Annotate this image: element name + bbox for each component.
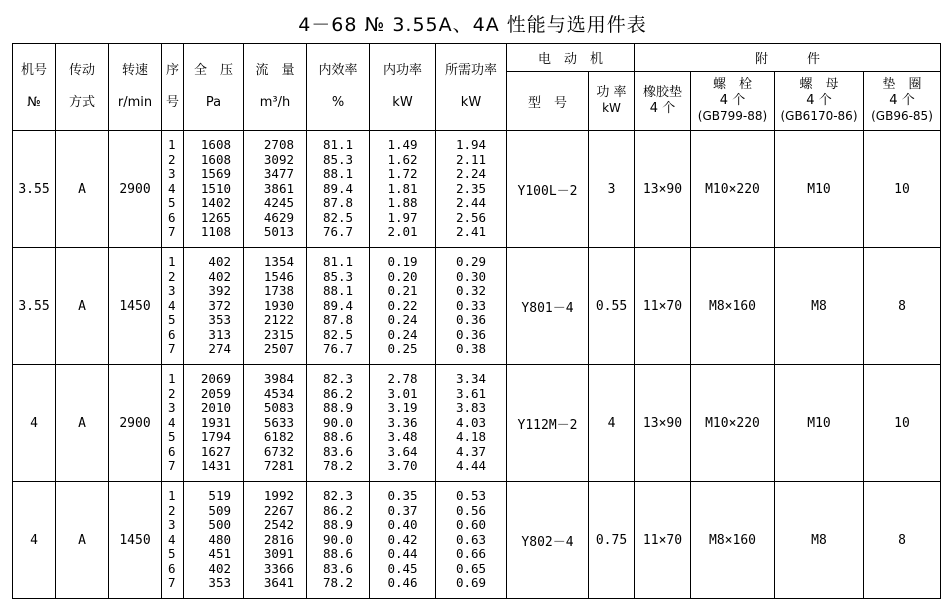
cell-liuliang-value: 1738 <box>263 283 294 299</box>
cell-suoxu-value: 0.69 <box>455 575 487 591</box>
cell-chuandong: A <box>56 365 109 482</box>
cell-liuliang-value: 3366 <box>263 560 294 576</box>
cell-neigonglv <box>370 365 436 482</box>
cell-xu-value: 6 <box>168 443 176 459</box>
cell-quanya <box>184 482 244 599</box>
header-motor-group: 电 动 机 <box>507 44 635 72</box>
header-xu: 序 号 <box>162 44 184 131</box>
header-jihao: 机号 № <box>13 44 56 131</box>
cell-xu-value: 5 <box>168 195 176 211</box>
cell-jihao: 3.55 <box>13 131 56 248</box>
cell-washer: 10 <box>864 365 941 482</box>
cell-suoxu-value: 4.37 <box>455 443 487 459</box>
cell-suoxu-value: 0.66 <box>455 546 487 562</box>
cell-quanya-value: 1608 <box>200 151 231 167</box>
cell-neigonglv-value: 0.25 <box>387 341 418 357</box>
cell-suoxu-value: 0.36 <box>455 326 487 342</box>
cell-quanya-value: 1627 <box>200 443 231 459</box>
cell-quanya-value: 519 <box>208 487 231 503</box>
cell-neixiaolv <box>307 482 370 599</box>
cell-suoxu-value: 2.24 <box>455 166 487 182</box>
cell-neixiaolv-value: 87.8 <box>322 195 354 211</box>
cell-neigonglv-value: 1.72 <box>387 166 418 182</box>
cell-xu-value: 1 <box>168 370 176 386</box>
cell-neigonglv-value: 3.36 <box>387 414 418 430</box>
cell-xu-value: 3 <box>168 400 176 416</box>
cell-liuliang <box>244 131 307 248</box>
cell-xu-value: 5 <box>168 429 176 445</box>
cell-xu-value: 4 <box>168 531 176 547</box>
cell-suoxu-value: 0.29 <box>455 253 487 269</box>
cell-quanya-value: 372 <box>208 297 231 313</box>
cell-zhuansu: 2900 <box>109 365 162 482</box>
cell-neigonglv-value: 3.48 <box>387 429 418 445</box>
cell-neigonglv-value: 1.62 <box>387 151 418 167</box>
cell-quanya-value: 1108 <box>200 224 231 240</box>
cell-neixiaolv-value: 88.9 <box>322 517 354 533</box>
cell-suoxu-value: 2.41 <box>455 224 487 240</box>
cell-neixiaolv-value: 78.2 <box>322 575 354 591</box>
cell-xu-value: 2 <box>168 385 176 401</box>
cell-chuandong: A <box>56 131 109 248</box>
cell-nut: M8 <box>775 482 864 599</box>
cell-liuliang-value: 2542 <box>263 517 294 533</box>
cell-neixiaolv-value: 90.0 <box>322 531 354 547</box>
cell-suoxu-value: 2.44 <box>455 195 487 211</box>
cell-liuliang-value: 4245 <box>263 195 294 211</box>
cell-quanya <box>184 248 244 365</box>
cell-quanya-value: 402 <box>208 560 231 576</box>
cell-motor-power: 4 <box>589 365 635 482</box>
cell-xu <box>162 248 184 365</box>
cell-suoxu-value: 0.65 <box>455 560 487 576</box>
cell-neixiaolv-value: 82.3 <box>322 487 354 503</box>
cell-liuliang-value: 2122 <box>263 312 294 328</box>
cell-liuliang-value: 6732 <box>263 443 294 459</box>
cell-neigonglv-value: 1.49 <box>387 136 418 152</box>
performance-table <box>12 43 941 599</box>
cell-xu-value: 6 <box>168 209 176 225</box>
header-motor-model: 型 号 <box>507 72 589 131</box>
cell-neixiaolv-value: 87.8 <box>322 312 354 328</box>
cell-xu-value: 2 <box>168 268 176 284</box>
cell-washer: 10 <box>864 131 941 248</box>
cell-nut: M10 <box>775 365 864 482</box>
cell-suoxu-value: 1.94 <box>455 136 487 152</box>
cell-neixiaolv-value: 76.7 <box>322 224 354 240</box>
cell-suoxu-value: 0.36 <box>455 312 487 328</box>
header-quanya: 全 压 Pa <box>184 44 244 131</box>
cell-suoxu-value: 3.83 <box>455 400 487 416</box>
cell-quanya-value: 2010 <box>200 400 231 416</box>
cell-quanya-value: 1431 <box>200 458 231 474</box>
cell-quanya <box>184 131 244 248</box>
cell-suoxu-value: 0.56 <box>455 502 487 518</box>
cell-liuliang <box>244 248 307 365</box>
cell-liuliang-value: 2267 <box>263 502 294 518</box>
cell-jihao: 3.55 <box>13 248 56 365</box>
cell-liuliang-value: 2507 <box>263 341 294 357</box>
table-body <box>13 131 941 599</box>
cell-liuliang-value: 4629 <box>263 209 294 225</box>
cell-xu-value: 3 <box>168 517 176 533</box>
cell-liuliang-value: 1992 <box>263 487 294 503</box>
cell-neixiaolv-value: 89.4 <box>322 180 354 196</box>
cell-xu <box>162 365 184 482</box>
cell-neixiaolv-value: 85.3 <box>322 151 354 167</box>
cell-washer: 8 <box>864 482 941 599</box>
header-chuandong: 传动 方式 <box>56 44 109 131</box>
cell-liuliang-value: 6182 <box>263 429 294 445</box>
cell-washer: 8 <box>864 248 941 365</box>
cell-rubber: 13×90 <box>635 365 691 482</box>
cell-neixiaolv-value: 81.1 <box>322 253 354 269</box>
cell-xu-value: 5 <box>168 546 176 562</box>
cell-neigonglv-value: 2.78 <box>387 370 418 386</box>
header-nut: 螺 母 4 个 (GB6170-86) <box>775 72 864 131</box>
cell-liuliang-value: 1354 <box>263 253 294 269</box>
cell-neixiaolv-value: 82.3 <box>322 370 354 386</box>
cell-neixiaolv-value: 83.6 <box>322 560 354 576</box>
cell-neigonglv-value: 0.22 <box>387 297 418 313</box>
cell-motor-model: Y100L－2 <box>507 131 589 248</box>
cell-neigonglv-value: 3.64 <box>387 443 418 459</box>
cell-neixiaolv-value: 86.2 <box>322 385 354 401</box>
cell-zhuansu: 2900 <box>109 131 162 248</box>
cell-neixiaolv-value: 83.6 <box>322 443 354 459</box>
cell-liuliang-value: 5013 <box>263 224 294 240</box>
cell-bolt: M10×220 <box>691 131 775 248</box>
cell-quanya-value: 2069 <box>200 370 231 386</box>
cell-suoxu <box>436 248 507 365</box>
table-row <box>13 131 941 248</box>
cell-liuliang-value: 3861 <box>263 180 294 196</box>
cell-neixiaolv-value: 81.1 <box>322 136 354 152</box>
cell-rubber: 11×70 <box>635 482 691 599</box>
cell-quanya-value: 274 <box>208 341 231 357</box>
cell-suoxu-value: 0.63 <box>455 531 487 547</box>
cell-suoxu <box>436 482 507 599</box>
header-neixiaolv: 内效率 % <box>307 44 370 131</box>
header-neigonglv: 内功率 kW <box>370 44 436 131</box>
cell-xu-value: 3 <box>168 283 176 299</box>
cell-neixiaolv <box>307 365 370 482</box>
cell-neigonglv-value: 1.81 <box>387 180 418 196</box>
table-row <box>13 365 941 482</box>
cell-chuandong: A <box>56 248 109 365</box>
cell-neigonglv-value: 0.40 <box>387 517 418 533</box>
cell-chuandong: A <box>56 482 109 599</box>
cell-quanya-value: 1265 <box>200 209 231 225</box>
cell-xu-value: 1 <box>168 487 176 503</box>
cell-suoxu <box>436 365 507 482</box>
cell-quanya-value: 2059 <box>200 385 231 401</box>
cell-suoxu-value: 4.03 <box>455 414 487 430</box>
cell-xu-value: 4 <box>168 414 176 430</box>
cell-suoxu-value: 0.30 <box>455 268 487 284</box>
cell-neigonglv <box>370 482 436 599</box>
cell-quanya-value: 1569 <box>200 166 231 182</box>
cell-bolt: M8×160 <box>691 248 775 365</box>
cell-liuliang-value: 7281 <box>263 458 294 474</box>
cell-neigonglv <box>370 248 436 365</box>
cell-neigonglv <box>370 131 436 248</box>
cell-neixiaolv-value: 88.9 <box>322 400 354 416</box>
cell-suoxu-value: 4.18 <box>455 429 487 445</box>
cell-neigonglv-value: 0.44 <box>387 546 418 562</box>
header-liuliang: 流 量 m³/h <box>244 44 307 131</box>
cell-xu-value: 3 <box>168 166 176 182</box>
cell-neixiaolv-value: 88.1 <box>322 283 354 299</box>
cell-xu-value: 6 <box>168 560 176 576</box>
header-motor-power: 功 率 kW <box>589 72 635 131</box>
table-row <box>13 248 941 365</box>
cell-nut: M8 <box>775 248 864 365</box>
cell-suoxu-value: 0.38 <box>455 341 487 357</box>
cell-quanya <box>184 365 244 482</box>
cell-xu <box>162 482 184 599</box>
cell-liuliang-value: 4534 <box>263 385 294 401</box>
header-zhuansu: 转速 r/min <box>109 44 162 131</box>
cell-neixiaolv <box>307 248 370 365</box>
cell-quanya-value: 1931 <box>200 414 231 430</box>
cell-quanya-value: 509 <box>208 502 231 518</box>
cell-neigonglv-value: 0.35 <box>387 487 418 503</box>
cell-neixiaolv-value: 82.5 <box>322 209 354 225</box>
cell-neigonglv-value: 1.88 <box>387 195 418 211</box>
cell-suoxu <box>436 131 507 248</box>
cell-xu-value: 7 <box>168 341 176 357</box>
cell-bolt: M10×220 <box>691 365 775 482</box>
cell-suoxu-value: 0.60 <box>455 517 487 533</box>
cell-quanya-value: 1510 <box>200 180 231 196</box>
cell-quanya-value: 402 <box>208 253 231 269</box>
cell-neixiaolv-value: 82.5 <box>322 326 354 342</box>
cell-xu-value: 2 <box>168 151 176 167</box>
cell-neixiaolv <box>307 131 370 248</box>
cell-liuliang-value: 3477 <box>263 166 294 182</box>
cell-jihao: 4 <box>13 365 56 482</box>
cell-xu-value: 7 <box>168 458 176 474</box>
cell-liuliang-value: 3984 <box>263 370 294 386</box>
cell-liuliang <box>244 482 307 599</box>
cell-xu-value: 4 <box>168 180 176 196</box>
cell-neixiaolv-value: 86.2 <box>322 502 354 518</box>
cell-quanya-value: 1402 <box>200 195 231 211</box>
cell-liuliang-value: 1546 <box>263 268 294 284</box>
cell-neigonglv-value: 0.20 <box>387 268 418 284</box>
cell-quanya-value: 313 <box>208 326 231 342</box>
cell-liuliang-value: 5633 <box>263 414 294 430</box>
cell-xu-value: 7 <box>168 575 176 591</box>
cell-neigonglv-value: 2.01 <box>387 224 418 240</box>
cell-xu-value: 5 <box>168 312 176 328</box>
cell-zhuansu: 1450 <box>109 248 162 365</box>
cell-neigonglv-value: 1.97 <box>387 209 418 225</box>
cell-liuliang-value: 5083 <box>263 400 294 416</box>
cell-neigonglv-value: 3.70 <box>387 458 418 474</box>
header-suoxu: 所需功率 kW <box>436 44 507 131</box>
cell-quanya-value: 480 <box>208 531 231 547</box>
cell-suoxu-value: 2.11 <box>455 151 487 167</box>
cell-quanya-value: 451 <box>208 546 231 562</box>
cell-suoxu-value: 2.35 <box>455 180 487 196</box>
cell-liuliang-value: 2315 <box>263 326 294 342</box>
cell-suoxu-value: 0.32 <box>455 283 487 299</box>
cell-liuliang-value: 2708 <box>263 136 294 152</box>
cell-neigonglv-value: 0.19 <box>387 253 418 269</box>
header-washer: 垫 圈 4 个 (GB96-85) <box>864 72 941 131</box>
cell-quanya-value: 1794 <box>200 429 231 445</box>
header-bolt: 螺 栓 4 个 (GB799-88) <box>691 72 775 131</box>
cell-motor-power: 3 <box>589 131 635 248</box>
cell-neigonglv-value: 0.37 <box>387 502 418 518</box>
cell-liuliang-value: 3091 <box>263 546 294 562</box>
header-attach-group: 附 件 <box>635 44 941 72</box>
cell-rubber: 11×70 <box>635 248 691 365</box>
cell-motor-power: 0.75 <box>589 482 635 599</box>
cell-suoxu-value: 3.34 <box>455 370 487 386</box>
cell-xu-value: 2 <box>168 502 176 518</box>
cell-quanya-value: 353 <box>208 312 231 328</box>
cell-xu-value: 6 <box>168 326 176 342</box>
cell-xu-value: 1 <box>168 136 176 152</box>
cell-motor-power: 0.55 <box>589 248 635 365</box>
cell-liuliang-value: 3092 <box>263 151 294 167</box>
cell-xu-value: 4 <box>168 297 176 313</box>
cell-neigonglv-value: 0.24 <box>387 326 418 342</box>
cell-suoxu-value: 0.33 <box>455 297 487 313</box>
cell-neixiaolv-value: 88.6 <box>322 546 354 562</box>
cell-neigonglv-value: 0.46 <box>387 575 418 591</box>
cell-nut: M10 <box>775 131 864 248</box>
cell-quanya-value: 392 <box>208 283 231 299</box>
cell-neigonglv-value: 0.21 <box>387 283 418 299</box>
cell-bolt: M8×160 <box>691 482 775 599</box>
cell-motor-model: Y802－4 <box>507 482 589 599</box>
table-row <box>13 482 941 599</box>
cell-quanya-value: 402 <box>208 268 231 284</box>
cell-motor-model: Y112M－2 <box>507 365 589 482</box>
cell-liuliang-value: 2816 <box>263 531 294 547</box>
cell-neixiaolv-value: 88.6 <box>322 429 354 445</box>
cell-zhuansu: 1450 <box>109 482 162 599</box>
cell-jihao: 4 <box>13 482 56 599</box>
cell-neixiaolv-value: 85.3 <box>322 268 354 284</box>
cell-neixiaolv-value: 78.2 <box>322 458 354 474</box>
cell-liuliang <box>244 365 307 482</box>
cell-rubber: 13×90 <box>635 131 691 248</box>
cell-xu <box>162 131 184 248</box>
cell-suoxu-value: 3.61 <box>455 385 487 401</box>
cell-neigonglv-value: 0.45 <box>387 560 418 576</box>
cell-neixiaolv-value: 89.4 <box>322 297 354 313</box>
cell-neixiaolv-value: 90.0 <box>322 414 354 430</box>
cell-suoxu-value: 2.56 <box>455 209 487 225</box>
cell-liuliang-value: 3641 <box>263 575 294 591</box>
cell-neigonglv-value: 0.24 <box>387 312 418 328</box>
cell-liuliang-value: 1930 <box>263 297 294 313</box>
cell-neixiaolv-value: 88.1 <box>322 166 354 182</box>
page-title: 4－68 № 3.55A、4A 性能与选用件表 <box>298 14 647 36</box>
header-rubber: 橡胶垫 4 个 <box>635 72 691 131</box>
cell-quanya-value: 500 <box>208 517 231 533</box>
cell-suoxu-value: 0.53 <box>455 487 487 503</box>
cell-neigonglv-value: 3.01 <box>387 385 418 401</box>
cell-neigonglv-value: 0.42 <box>387 531 418 547</box>
cell-neixiaolv-value: 76.7 <box>322 341 354 357</box>
cell-neigonglv-value: 3.19 <box>387 400 418 416</box>
cell-xu-value: 1 <box>168 253 176 269</box>
cell-quanya-value: 353 <box>208 575 231 591</box>
cell-suoxu-value: 4.44 <box>455 458 487 474</box>
cell-quanya-value: 1608 <box>200 136 231 152</box>
cell-motor-model: Y801－4 <box>507 248 589 365</box>
cell-xu-value: 7 <box>168 224 176 240</box>
